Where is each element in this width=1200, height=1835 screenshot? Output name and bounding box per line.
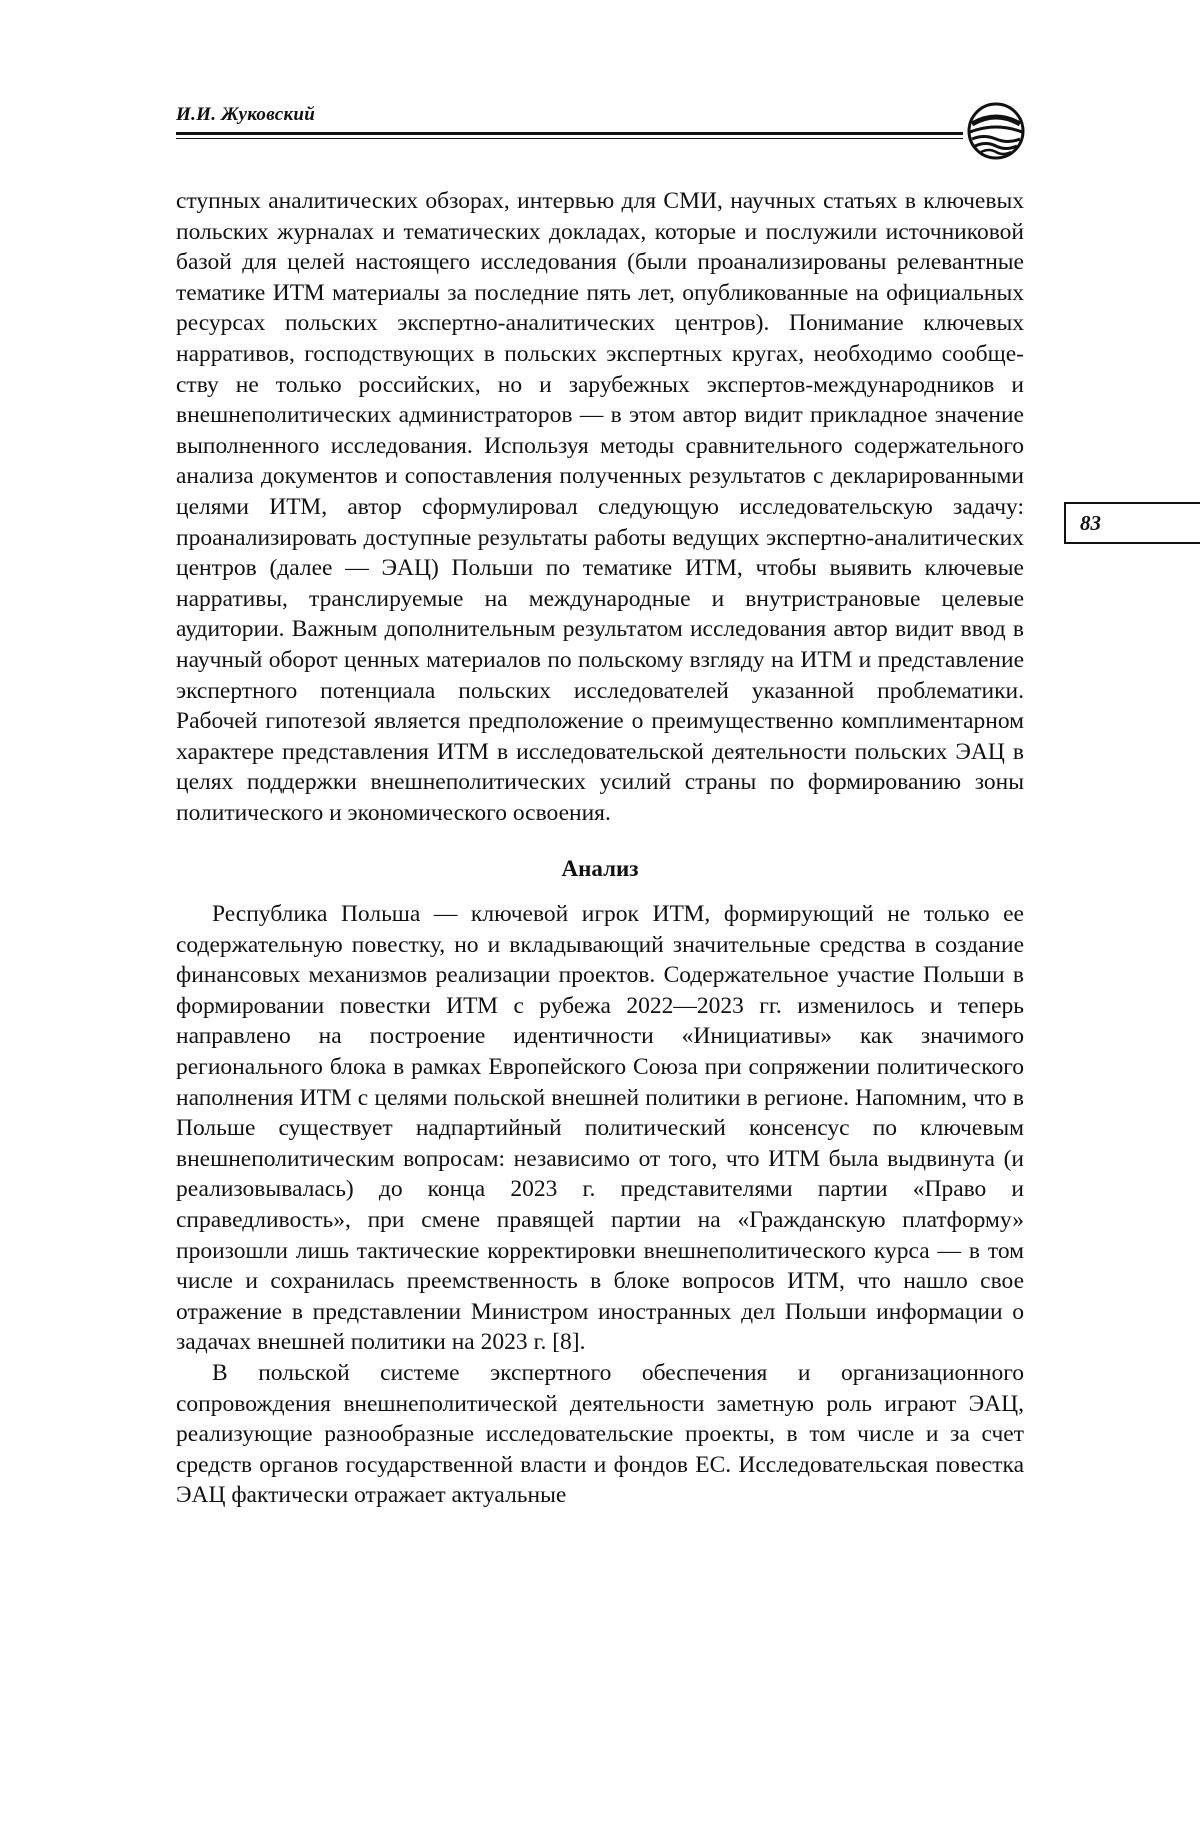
journal-logo-icon — [966, 102, 1026, 160]
article-body — [176, 186, 1024, 1511]
section-heading: Анализ — [561, 856, 639, 882]
paragraph-continued: ступных аналитических обзорах, интервью для СМИ, научных статьях в ключевых польских журналах и тематических докладах, которые и послужили источниковой базой для целей настоящего исследования (были проанализированы релевантные тематике ИТМ материалы за последние пять лет, опубликованные на официальных ресурсах польских экспертно-аналитических центров). Понимание ключевых нарративов, господствующих в польских экспертных кругах, необходимо сообществу не только российских, но и зарубежных экспертов-международников и внешнеполитических администраторов — в этом автор видит прикладное значение выполненного исследования. Используя методы сравнительного содержательного анализа документов и сопоставления полученных результатов с декларированными целями ИТМ, автор сформулировал следующую исследовательскую задачу: проанализировать доступные результаты работы ведущих экспертно-аналитических центров (далее — ЭАЦ) Польши по тематике ИТМ, чтобы выявить ключевые нарративы, транслируемые на международные и внутристрановые целевые аудитории. Важным дополнительным результатом исследования автор видит ввод в научный оборот ценных материалов по польскому взгляду на ИТМ и представление экспертного потенциала польских исследователей указанной проблематики. Рабочей гипотезой является предположение о преимущественно комплиментарном характере представления ИТМ в исследовательской деятельности польских ЭАЦ в целях поддержки внешнеполитических усилий страны по формированию зоны политического и экономического освоения. — [176, 188, 1024, 826]
paragraph: Республика Польша — ключевой игрок ИТМ, формирующий не только ее содержательную повестку, но и вкладывающий значительные средства в создание финансовых механизмов реализации проектов. Содержательное участие Польши в формировании повестки ИТМ с рубежа 2022—2023 гг. изменилось и теперь направлено на построение идентичности «Инициативы» как значимого регионального блока в рамках Европейского Союза при сопряжении политического наполнения ИТМ с целями польской внешней политики в регионе. Напомним, что в Польше существует надпартийный политический консенсус по ключевым внешнеполитическим вопросам: независимо от того, что ИТМ была выдвинута (и реализовывалась) до конца 2023 г. представителями партии «Право и справедливость», при смене правящей партии на «Гражданскую платформу» произошли лишь тактические корректировки внешнеполитического курса — в том числе и сохранилась преемственность в блоке вопросов ИТМ, что нашло свое отражение в представлении Министром иностранных дел Польши информации о задачах внешней политики на 2023 г. [8]. — [176, 901, 1024, 1356]
header-rule — [176, 132, 963, 135]
page-number: 83 — [1080, 511, 1101, 535]
page-number-tab — [1064, 502, 1200, 544]
header-rule-thin — [176, 138, 963, 139]
running-header — [176, 92, 1028, 162]
running-header-author: И.И. Жуковский — [176, 104, 316, 125]
paragraph: В польской системе экспертного обеспечения и организационного сопровождения внешнеполитической деятельности заметную роль играют ЭАЦ, реализующие разнообразные исследовательские проекты, в том числе и за счет средств органов государственной власти и фондов ЕС. Исследовательская повестка ЭАЦ фактически отражает актуальные — [176, 1359, 1024, 1509]
